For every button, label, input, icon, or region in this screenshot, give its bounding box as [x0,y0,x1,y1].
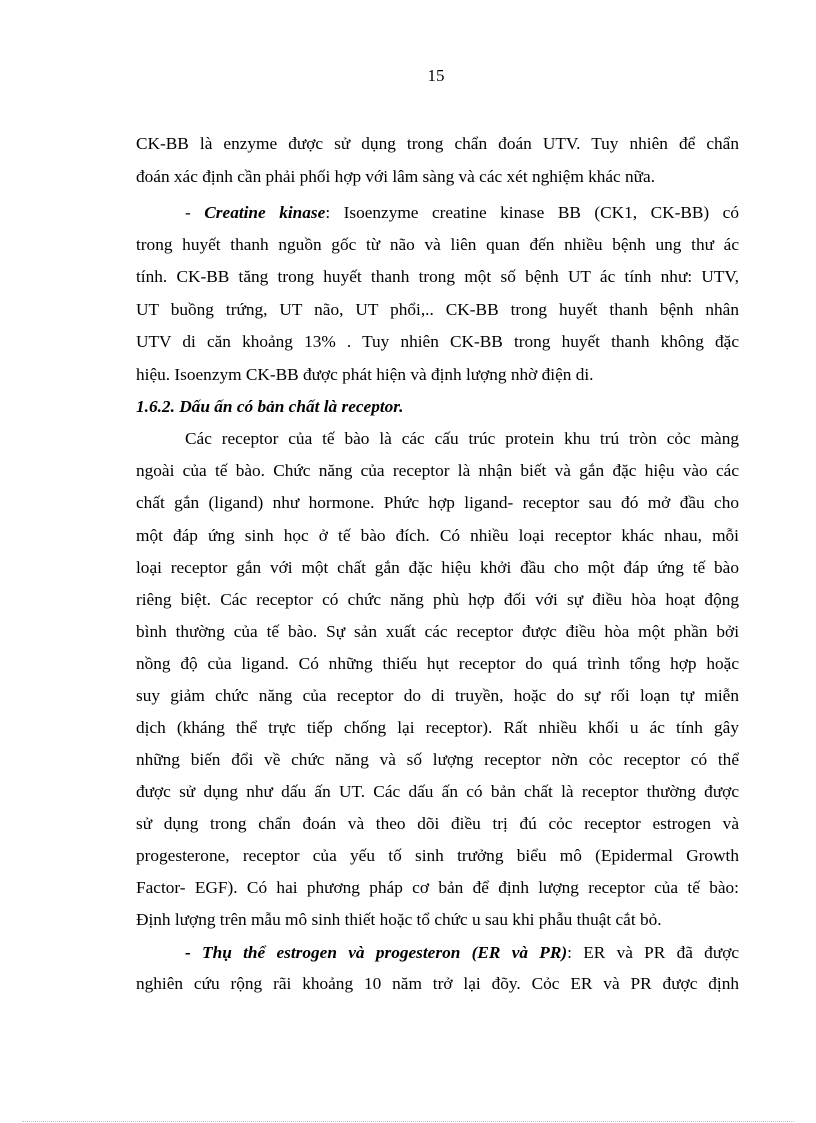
text-line: suy giảm chức năng của receptor do di truyền, hoặc do sự rối loạn tự miễn [136,686,739,705]
text-line: những biến đổi về chức năng và số lượng receptor nờn cỏc receptor có thể [136,750,739,769]
text-line: một đáp ứng sinh học ở tế bào đích. Có nhiều loại receptor khác nhau, mỗi [136,526,739,545]
section-heading: 1.6.2. Dấu ấn có bản chất là receptor. [136,397,404,416]
text-line: chất gắn (ligand) như hormone. Phức hợp ligand- receptor sau đó mở đầu cho [136,493,739,512]
text-line: loại receptor gắn với một chất gắn đặc hiệu khởi đầu cho một đáp ứng tế bào [136,558,739,577]
page-bottom-divider [22,1121,794,1122]
text-line: tính. CK-BB tăng trong huyết thanh trong một số bệnh UT ác tính như: UTV, [136,267,739,286]
text-line: nồng độ của ligand. Có những thiếu hụt receptor do quá trình tổng hợp hoặc [136,654,739,673]
text-line: ngoài của tế bào. Chức năng của receptor là nhận biết và gắn đặc hiệu vào các [136,461,739,480]
text-line: CK-BB là enzyme được sử dụng trong chẩn đoán UTV. Tuy nhiên để chẩn [136,134,739,153]
text-line: progesterone, receptor của yếu tố sinh trưởng biểu mô (Epidermal Growth [136,846,739,865]
text-line: bình thường của tế bào. Sự sản xuất các receptor được điều hòa một phần bởi [136,622,739,641]
term-er-pr: - Thụ thể estrogen và progesteron (ER và PR) [185,943,568,962]
text-line: được sử dụng như dấu ấn UT. Các dấu ấn có bản chất là receptor thường được [136,782,739,801]
text-line: nghiên cứu rộng rãi khoảng 10 năm trở lại đõy. Cỏc ER và PR được định [136,974,739,993]
list-dash: - [185,203,205,222]
text-line: đoán xác định cần phải phối hợp với lâm sàng và các xét nghiệm khác nữa. [136,167,656,186]
text-line: UT buồng trứng, UT não, UT phổi,.. CK-BB trong huyết thanh bệnh nhân [136,300,739,319]
text-line: hiệu. Isoenzym CK-BB được phát hiện và định lượng nhờ điện di. [136,365,594,384]
text-line [185,942,739,964]
text-line: sử dụng trong chẩn đoán và theo dõi điều trị đú cỏc receptor estrogen và [136,814,739,833]
page-number: 15 [427,66,445,85]
text-line: Định lượng trên mẫu mô sinh thiết hoặc tổ chức u sau khi phẫu thuật cắt bỏ. [136,910,662,929]
term-definition: : ER và PR đã được [567,943,739,962]
text-line: dịch (kháng thể trực tiếp chống lại receptor). Rất nhiều khối u ác tính gây [136,718,739,737]
text-line: Các receptor của tế bào là các cấu trúc protein khu trú tròn cỏc màng [185,429,739,448]
text-line: trong huyết thanh nguồn gốc từ não và liên quan đến nhiều bệnh ung thư ác [136,235,739,254]
term-creatine-kinase: Creatine kinase [204,203,326,222]
text-line [185,202,739,224]
term-definition: : Isoenzyme creatine kinase BB (CK1, CK-BB) có [325,203,739,222]
text-line: UTV di căn khoảng 13% . Tuy nhiên CK-BB trong huyết thanh không đặc [136,332,739,351]
text-line: Factor- EGF). Có hai phương pháp cơ bản để định lượng receptor của tế bào: [136,878,739,897]
text-line: riêng biệt. Các receptor có chức năng phù hợp đối với sự điều hòa hoạt động [136,590,739,609]
